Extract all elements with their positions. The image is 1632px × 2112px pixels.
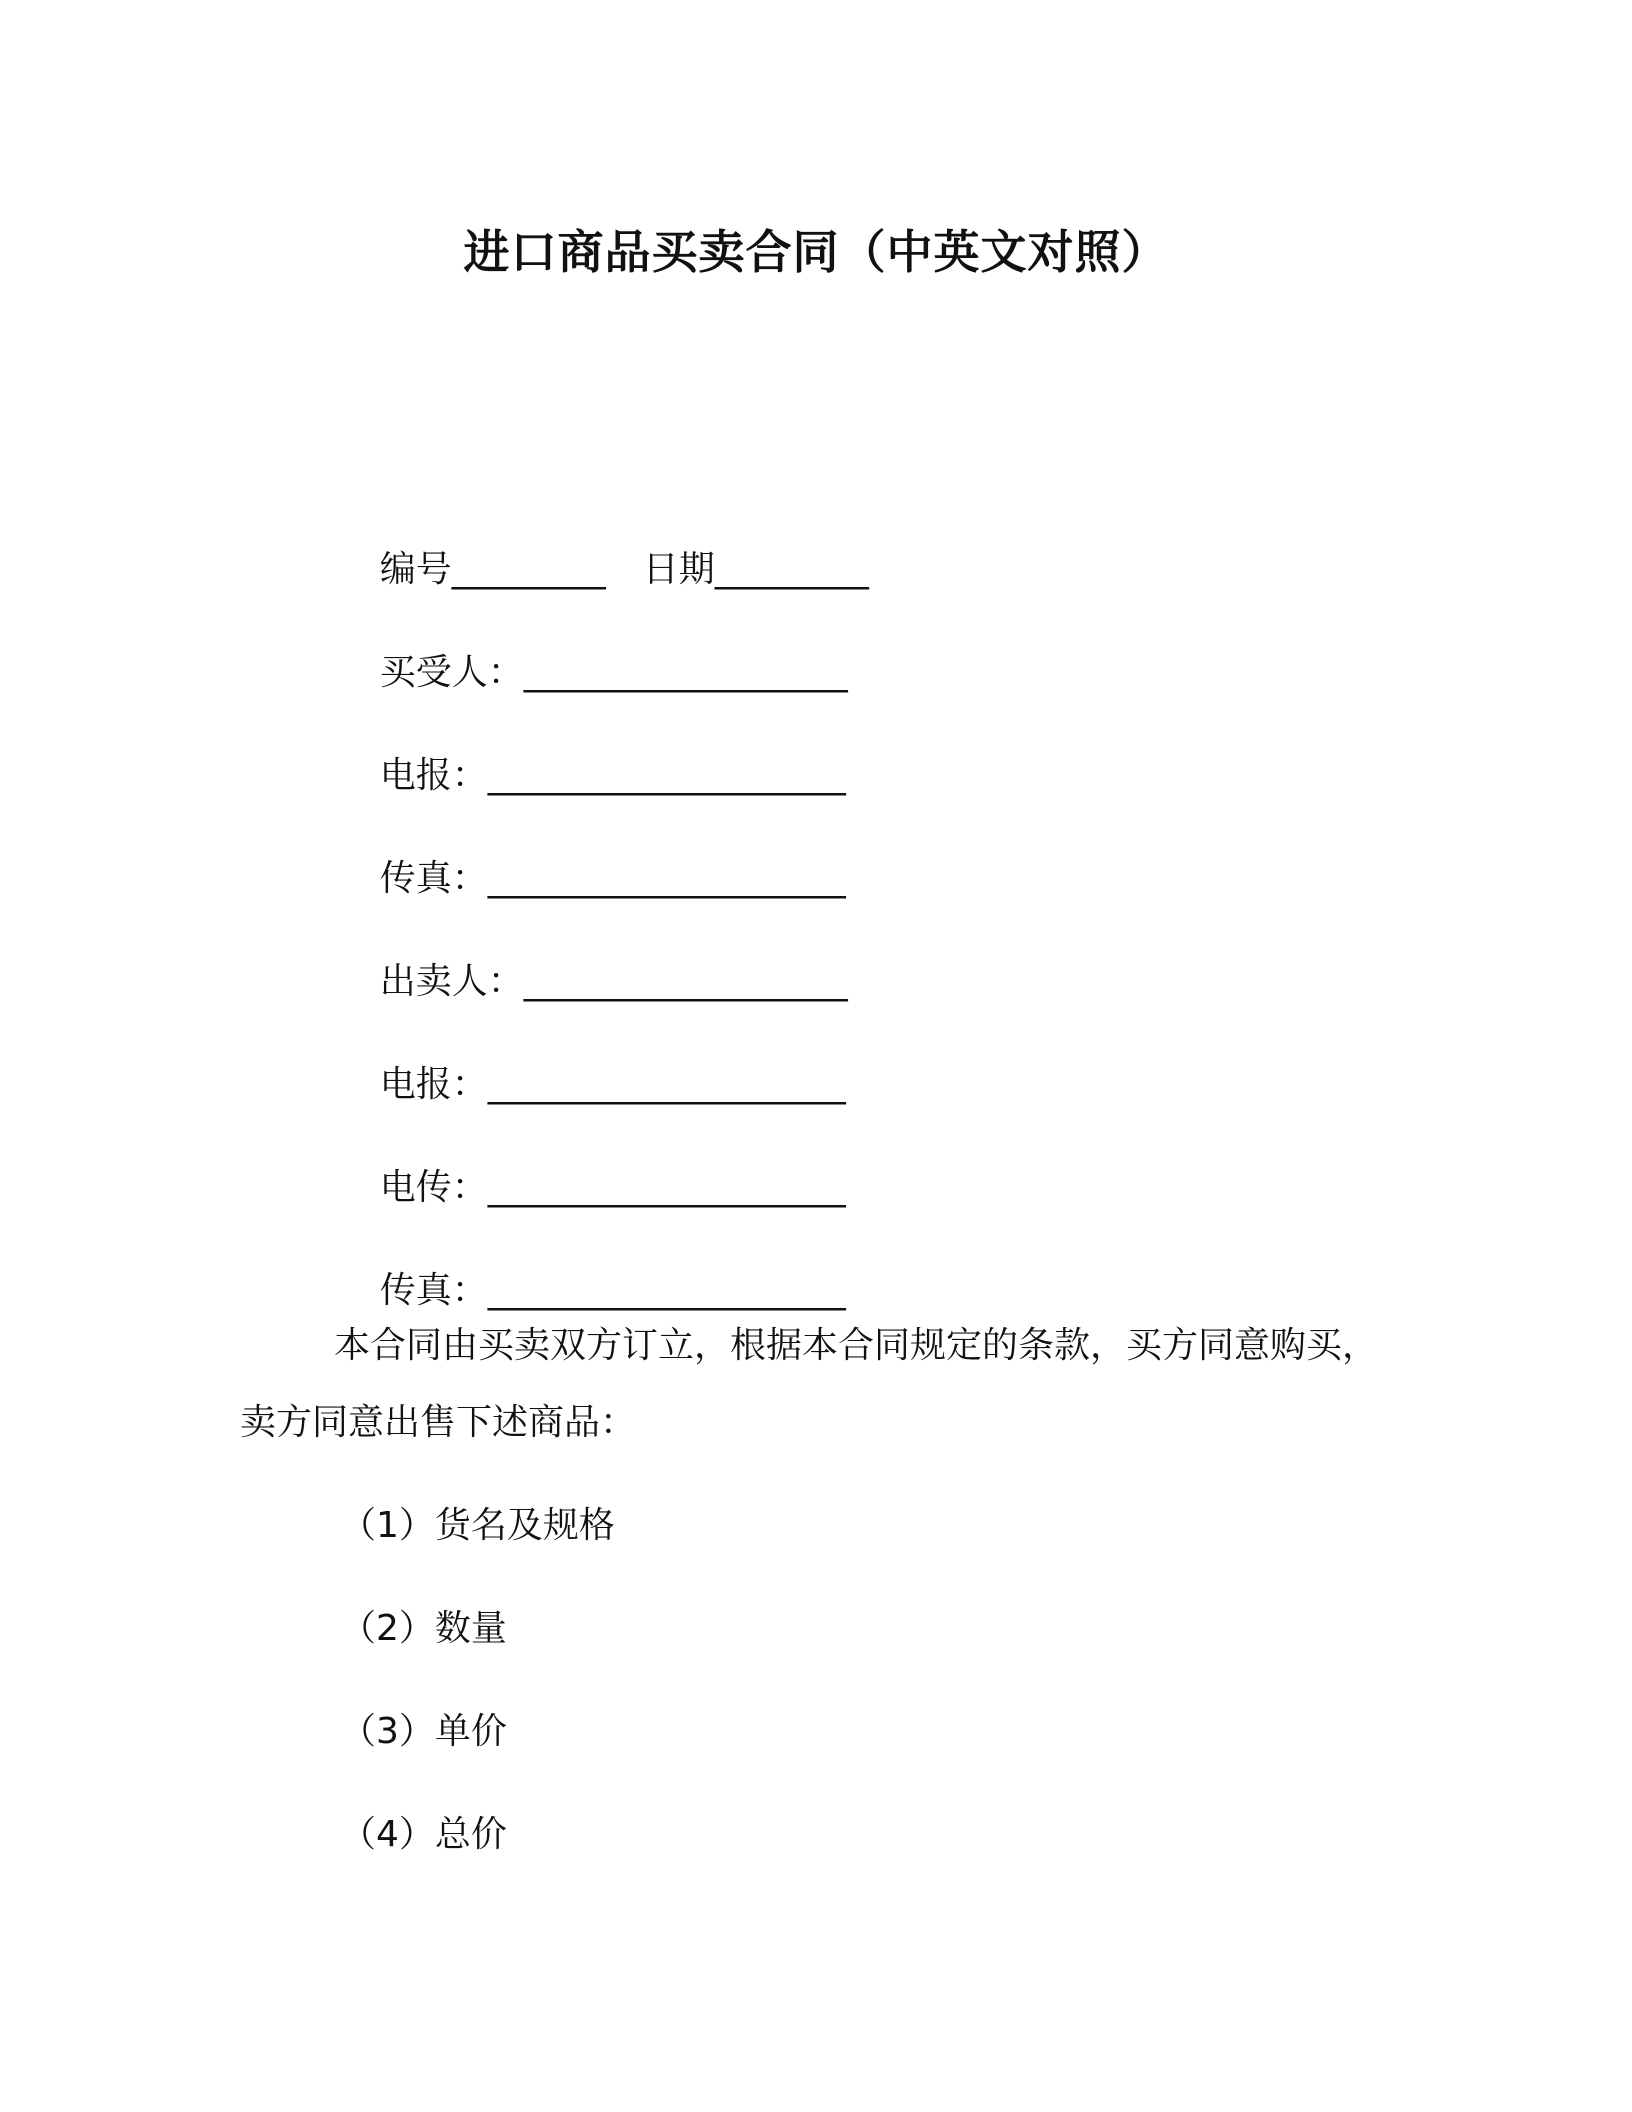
party-blank: _____________________ — [487, 1270, 845, 1311]
party-label: 出卖人： — [379, 961, 524, 1002]
party-blank: _____________________ — [487, 1064, 845, 1105]
date-label: 日期 — [642, 549, 715, 590]
party-label: 电报： — [379, 1064, 488, 1105]
party-label: 传真： — [379, 1270, 488, 1311]
party-blank: _____________________ — [487, 755, 845, 796]
preamble-line-1: 本合同由买卖双方订立，根据本合同规定的条款，买方同意购买， — [334, 1325, 1379, 1366]
party-blank: _____________________ — [487, 858, 845, 899]
party-label: 传真： — [379, 858, 488, 899]
party-label: 电传： — [379, 1167, 488, 1208]
clause-item: （4）总价 — [340, 1814, 507, 1855]
preamble-line-2: 卖方同意出售下述商品： — [240, 1402, 637, 1443]
clause-item: （2）数量 — [340, 1608, 507, 1649]
clause-item: （3）单价 — [340, 1711, 507, 1752]
document-title: 进口商品买卖合同（中英文对照） — [463, 225, 1169, 279]
clause-item: （1）货名及规格 — [340, 1505, 615, 1546]
number-label: 编号 — [379, 549, 452, 590]
party-blank: _____________________ — [487, 1167, 845, 1208]
date-blank: _________ — [714, 549, 868, 590]
party-label: 电报： — [379, 755, 488, 796]
party-blank: ___________________ — [523, 961, 847, 1002]
party-blank: ___________________ — [523, 652, 847, 693]
party-label: 买受人： — [379, 652, 524, 693]
number-blank: _________ — [451, 549, 605, 590]
